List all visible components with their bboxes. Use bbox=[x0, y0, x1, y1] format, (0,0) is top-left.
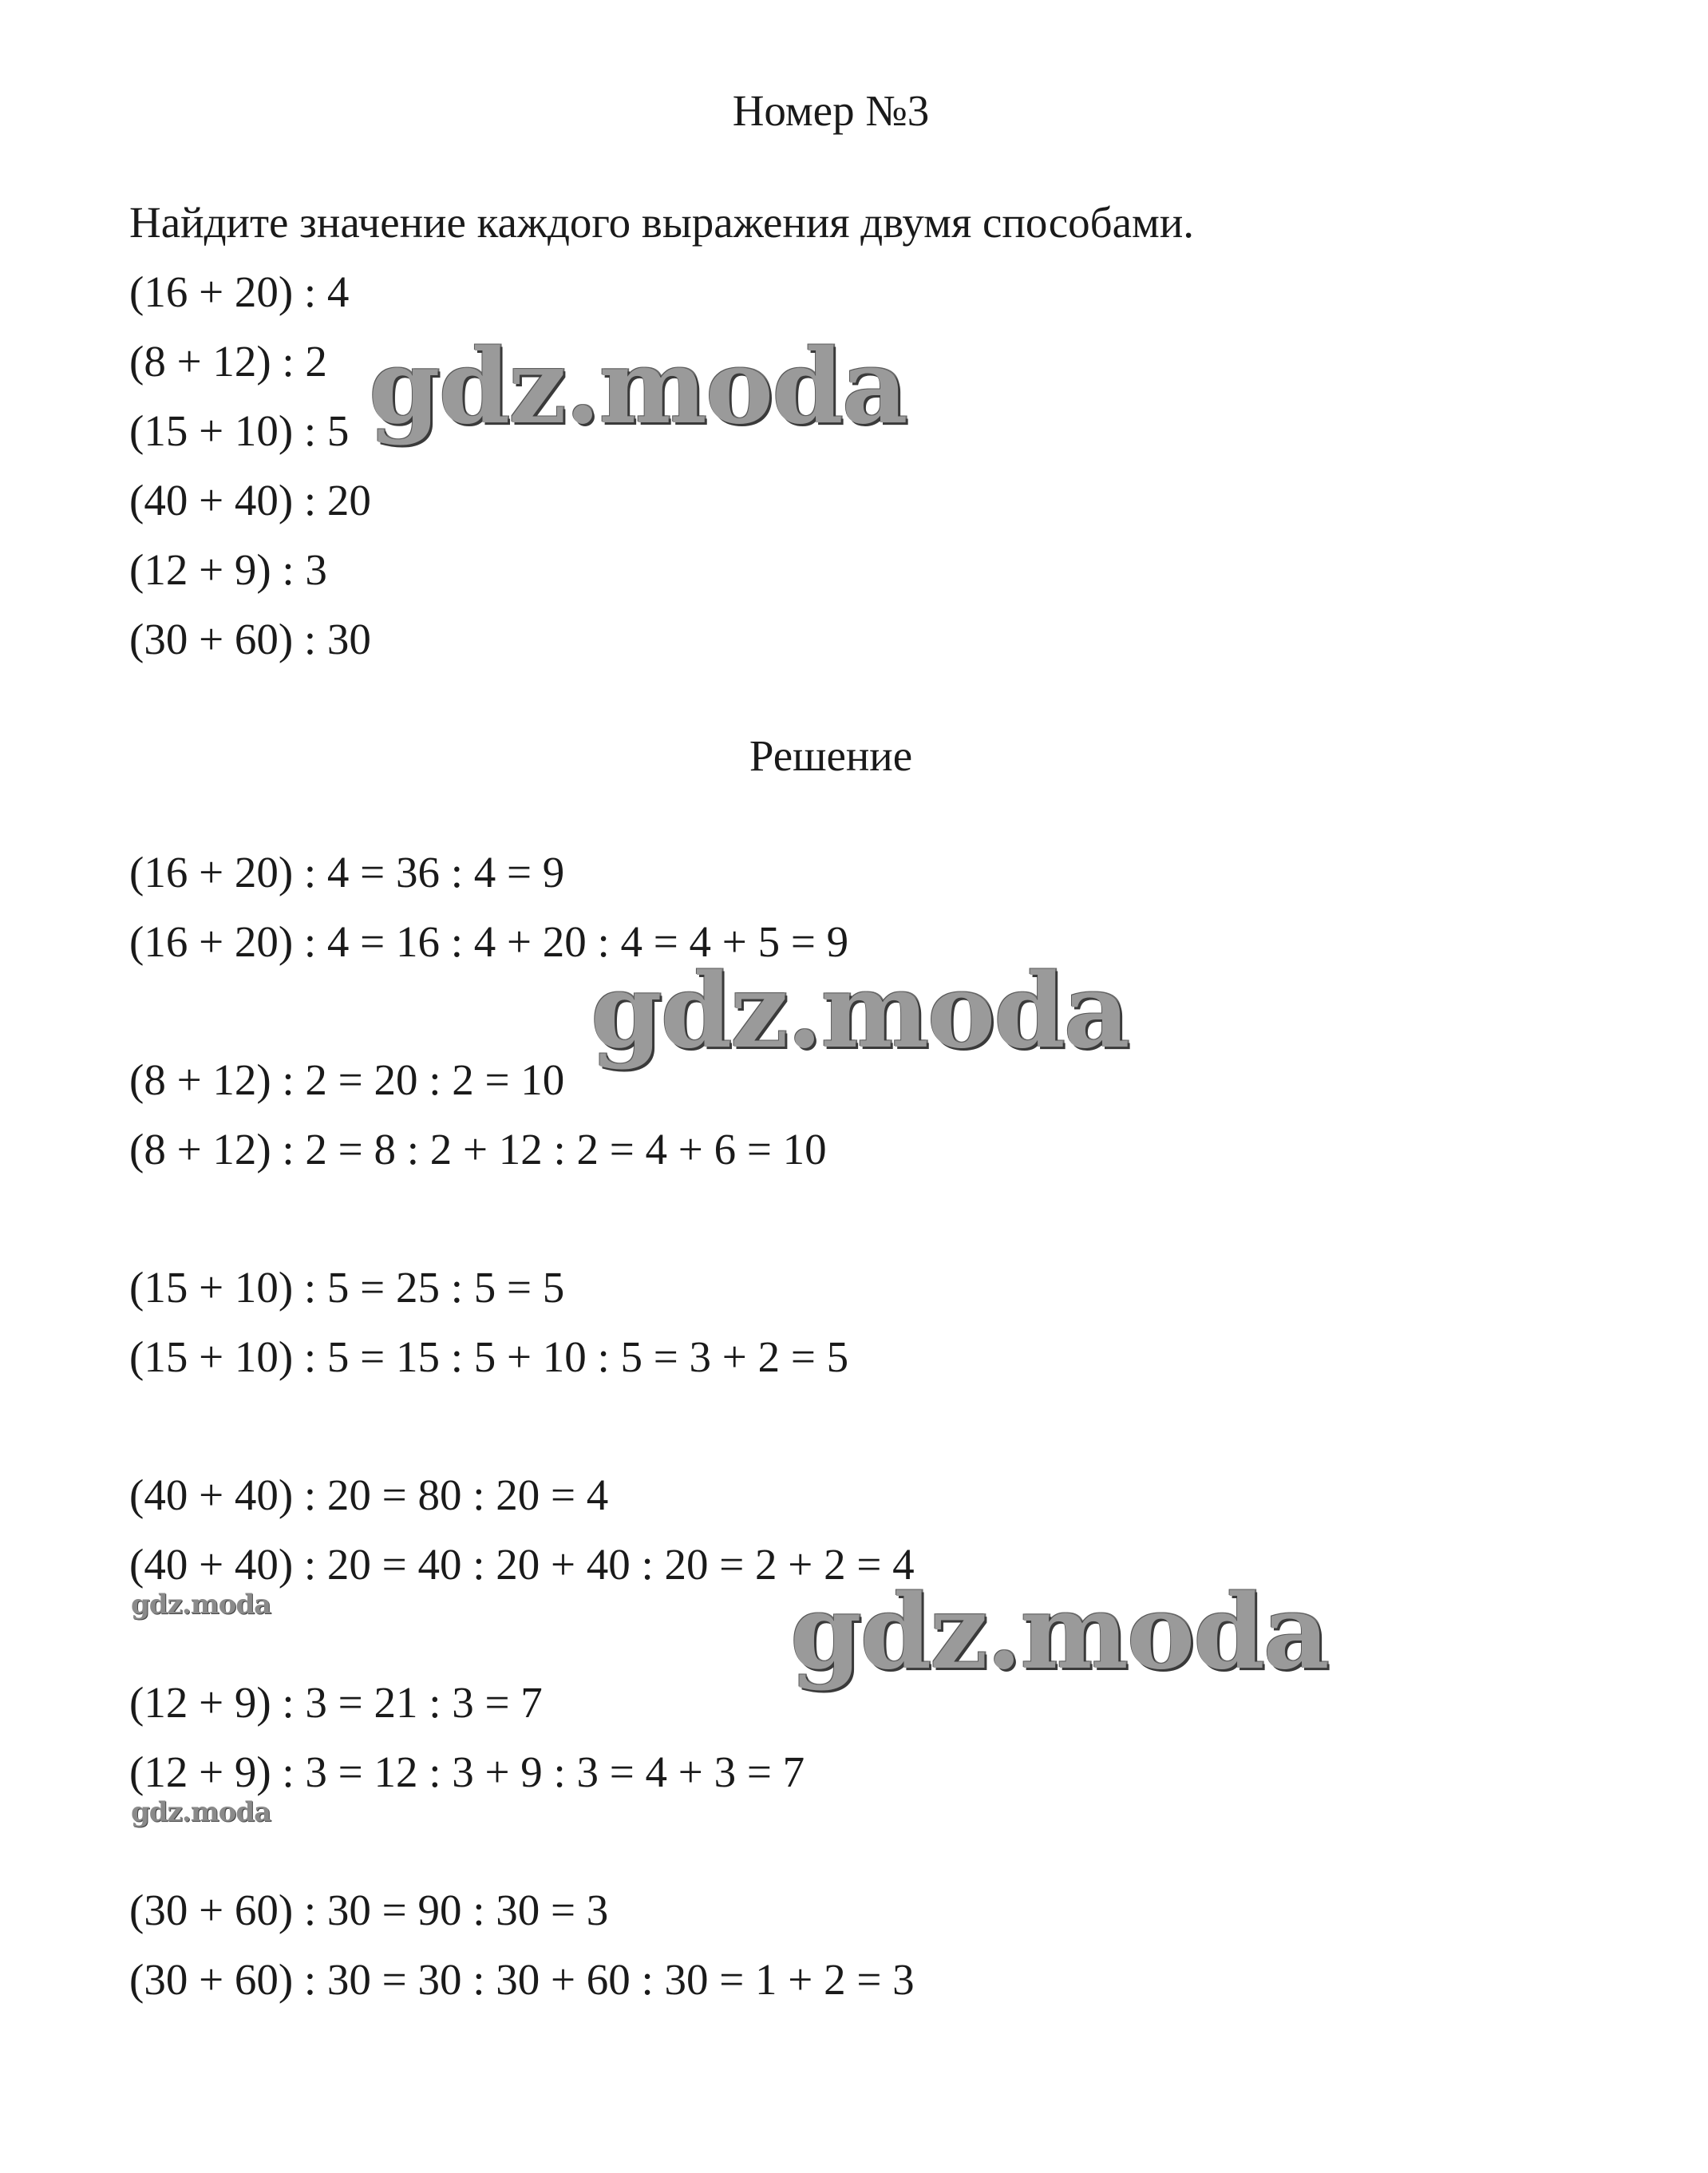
solution-way-1: (12 + 9) : 3 = 21 : 3 = 7 bbox=[129, 1678, 543, 1727]
solution-way-2: (40 + 40) : 20 = 40 : 20 + 40 : 20 = 2 + 2 = 4 bbox=[129, 1540, 915, 1589]
task-expression: (8 + 12) : 2 bbox=[129, 337, 327, 386]
solution-way-2: (8 + 12) : 2 = 8 : 2 + 12 : 2 = 4 + 6 = 10 bbox=[129, 1125, 827, 1174]
watermark: gdz.moda bbox=[591, 952, 1129, 1071]
task-expression: (15 + 10) : 5 bbox=[129, 406, 350, 455]
task-expression: (12 + 9) : 3 bbox=[129, 545, 327, 594]
watermark: gdz.moda bbox=[369, 327, 907, 447]
solution-heading: Решение bbox=[749, 731, 913, 780]
watermark-small: gdz.moda bbox=[131, 1796, 271, 1828]
solution-way-1: (16 + 20) : 4 = 36 : 4 = 9 bbox=[129, 848, 565, 897]
solution-way-1: (40 + 40) : 20 = 80 : 20 = 4 bbox=[129, 1470, 609, 1519]
solution-way-2: (15 + 10) : 5 = 15 : 5 + 10 : 5 = 3 + 2 = 5 bbox=[129, 1332, 849, 1381]
page-title: Номер №3 bbox=[732, 86, 930, 135]
task-expression: (30 + 60) : 30 bbox=[129, 615, 371, 663]
solution-way-2: (12 + 9) : 3 = 12 : 3 + 9 : 3 = 4 + 3 = 7 bbox=[129, 1748, 805, 1796]
watermark-small: gdz.moda bbox=[131, 1589, 271, 1621]
task-expression: (40 + 40) : 20 bbox=[129, 476, 371, 524]
task-instruction: Найдите значение каждого выражения двумя способами. bbox=[129, 198, 1195, 247]
task-expression: (16 + 20) : 4 bbox=[129, 267, 350, 316]
solution-way-1: (30 + 60) : 30 = 90 : 30 = 3 bbox=[129, 1886, 609, 1934]
watermark: gdz.moda bbox=[790, 1573, 1328, 1692]
solution-way-1: (8 + 12) : 2 = 20 : 2 = 10 bbox=[129, 1055, 565, 1104]
solution-way-2: (30 + 60) : 30 = 30 : 30 + 60 : 30 = 1 + 2 = 3 bbox=[129, 1955, 915, 2004]
solution-way-2: (16 + 20) : 4 = 16 : 4 + 20 : 4 = 4 + 5 = 9 bbox=[129, 917, 849, 966]
solution-way-1: (15 + 10) : 5 = 25 : 5 = 5 bbox=[129, 1263, 565, 1312]
